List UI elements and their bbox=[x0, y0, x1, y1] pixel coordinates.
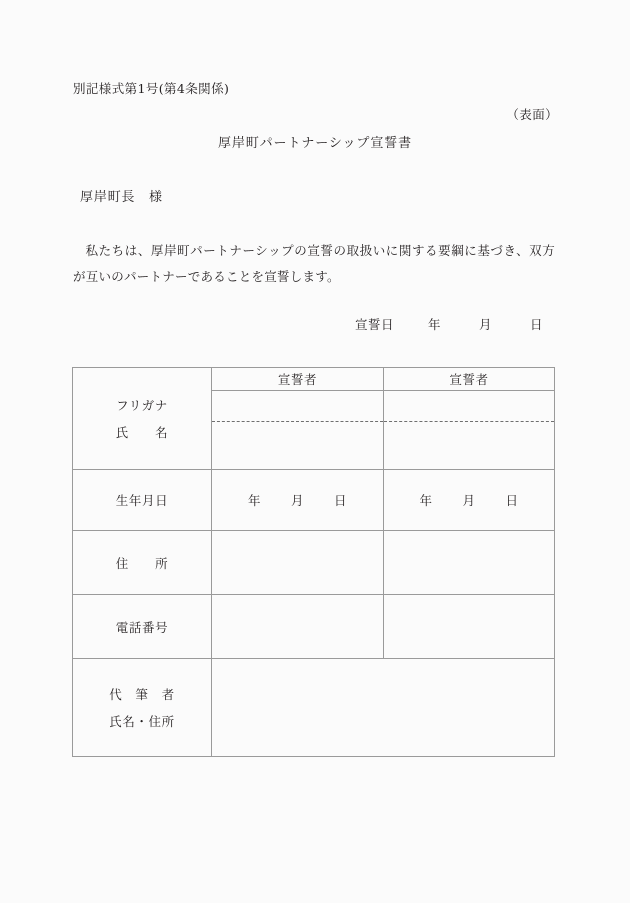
row-label-name-kanji: 氏 名 bbox=[115, 424, 169, 440]
row-label-address: 住 所 bbox=[73, 531, 212, 595]
oath-date-day: 日 bbox=[530, 317, 544, 332]
birthdate-field-b[interactable] bbox=[384, 470, 555, 531]
page-title: 厚岸町パートナーシップ宣誓書 bbox=[217, 136, 413, 151]
furigana-divider-b bbox=[384, 421, 554, 422]
page-side-label: （表面） bbox=[506, 107, 558, 122]
birthdate-field-a[interactable] bbox=[212, 470, 384, 531]
row-label-name bbox=[73, 368, 212, 470]
row-label-telephone: 電話番号 bbox=[73, 595, 212, 659]
table-row-telephone bbox=[73, 595, 555, 659]
table-row-header bbox=[73, 368, 555, 391]
row-label-proxy-title: 代 筆 者 bbox=[109, 686, 175, 702]
column-header-declarant-b: 宣誓者 bbox=[384, 368, 555, 391]
oath-date-year: 年 bbox=[428, 317, 442, 332]
form-number: 別記様式第1号(第4条関係) bbox=[73, 81, 230, 96]
birthdate-day-a: 日 bbox=[334, 493, 348, 508]
address-field-b[interactable] bbox=[384, 531, 555, 595]
address-field-a[interactable] bbox=[212, 531, 384, 595]
oath-date-label: 宣誓日 bbox=[355, 317, 395, 332]
oath-body-text: 私たちは、厚岸町パートナーシップの宣誓の取扱いに関する要綱に基づき、双方が互いのパートナーであることを宣誓します。 bbox=[73, 243, 555, 284]
addressee-line: 厚岸町長 様 bbox=[80, 190, 163, 205]
table-row-proxy-writer bbox=[73, 659, 555, 757]
telephone-field-b[interactable] bbox=[384, 595, 555, 659]
column-header-declarant-a: 宣誓者 bbox=[212, 368, 384, 391]
birthdate-year-a: 年 bbox=[247, 493, 261, 508]
name-field-a[interactable] bbox=[212, 391, 384, 470]
declaration-table bbox=[72, 367, 555, 757]
name-field-b[interactable] bbox=[384, 391, 555, 470]
birthdate-month-a: 月 bbox=[290, 493, 304, 508]
row-label-proxy-writer bbox=[73, 659, 212, 757]
row-label-birthdate: 生年月日 bbox=[73, 470, 212, 531]
birthdate-year-b: 年 bbox=[419, 493, 433, 508]
row-label-proxy-detail: 氏名・住所 bbox=[109, 713, 175, 729]
table-row-address bbox=[73, 531, 555, 595]
table-row-birthdate bbox=[73, 470, 555, 531]
birthdate-month-b: 月 bbox=[462, 493, 476, 508]
oath-date-line bbox=[355, 315, 543, 333]
furigana-divider-a bbox=[212, 421, 383, 422]
birthdate-day-b: 日 bbox=[505, 493, 519, 508]
telephone-field-a[interactable] bbox=[212, 595, 384, 659]
oath-date-month: 月 bbox=[479, 317, 493, 332]
proxy-writer-field[interactable] bbox=[212, 659, 555, 757]
row-label-name-furigana: フリガナ bbox=[116, 397, 168, 413]
